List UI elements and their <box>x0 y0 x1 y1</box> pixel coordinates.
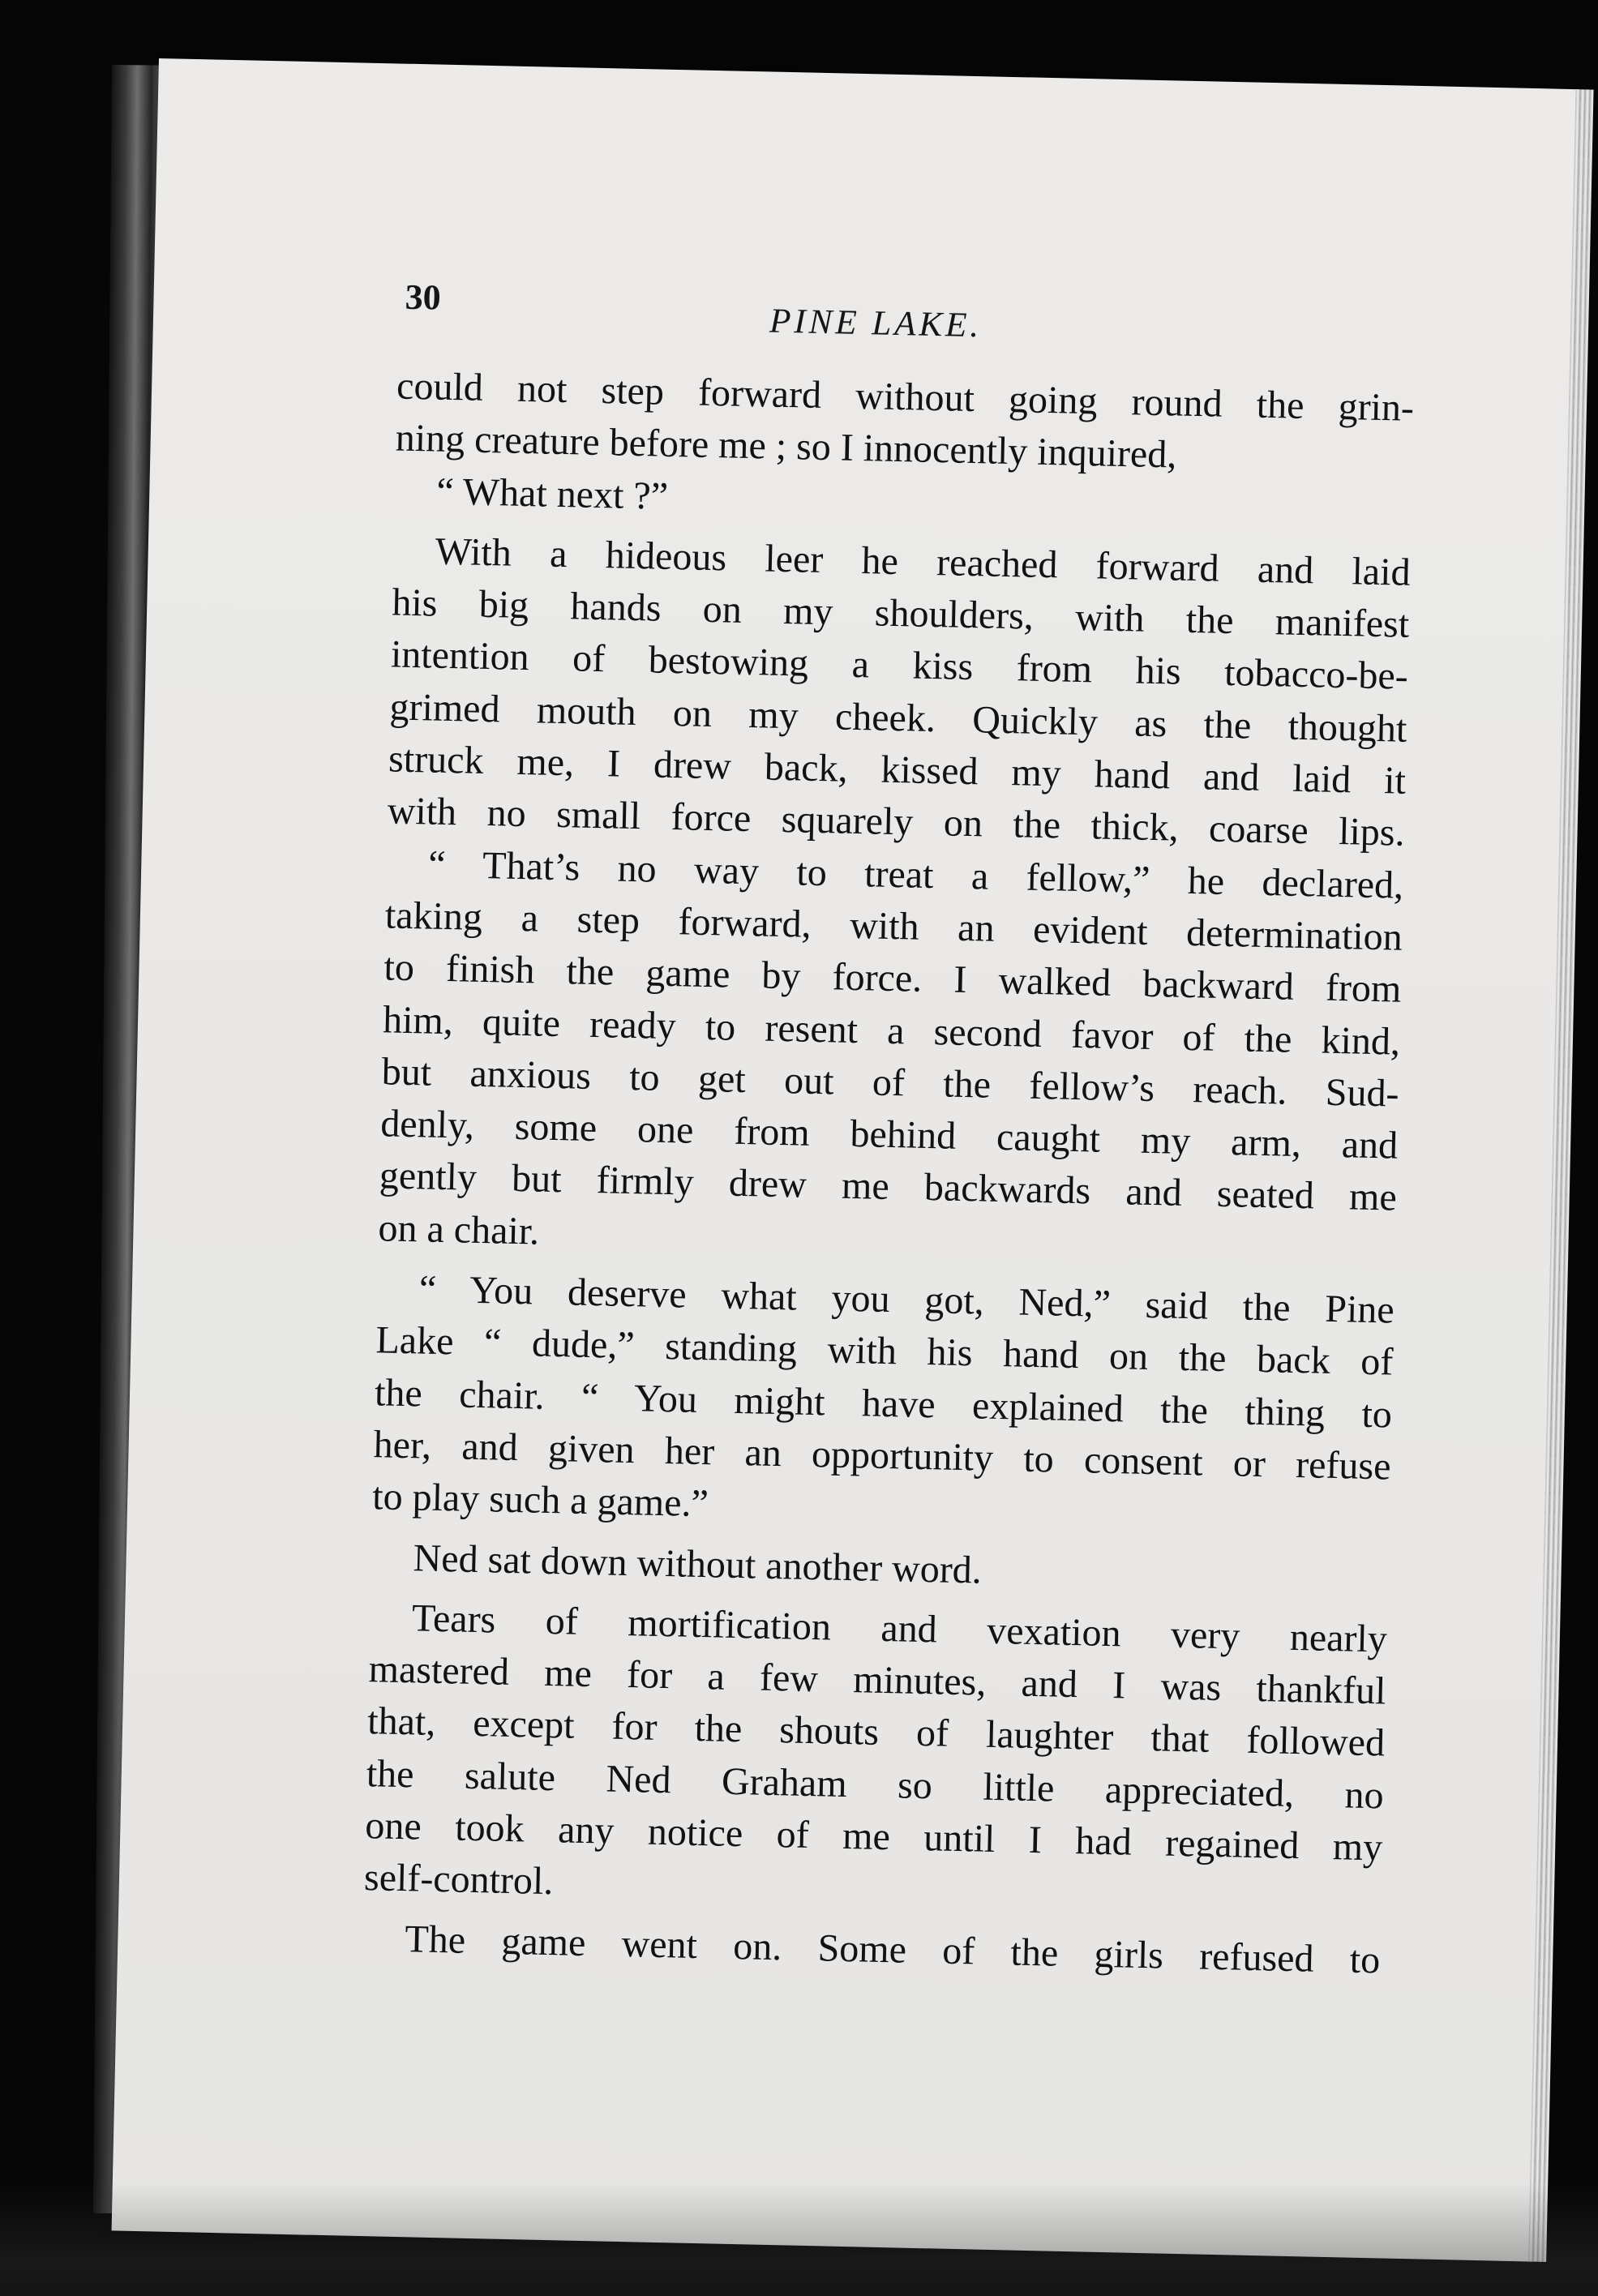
text-line: grimed mouth on my cheek. Quickly as the thought <box>389 685 1407 751</box>
page-sheet <box>112 58 1579 2262</box>
text-line: “ That’s no way to treat a fellow,” he declared, <box>427 842 1404 907</box>
text-line: taking a step forward, with an evident determination <box>384 893 1403 959</box>
text-line: the salute Ned Graham so little appreciated, no <box>366 1751 1385 1818</box>
page-edge <box>1528 89 1593 2262</box>
scan-bottom-shadow <box>0 2182 1598 2296</box>
text-line: on a chair. <box>378 1206 540 1253</box>
text-line: could not step forward without going round the grin- <box>396 364 1415 430</box>
text-line: with no small force squarely on the thick, coarse lips. <box>387 789 1406 855</box>
text-line: self-control. <box>363 1856 554 1904</box>
text-line: to play such a game.” <box>371 1475 709 1526</box>
page-number: 30 <box>405 276 442 318</box>
running-title: PINE LAKE. <box>769 302 983 345</box>
text-line: Tears of mortification and vexation very nearly <box>411 1596 1388 1661</box>
text-line: denly, some one from behind caught my arm, and <box>379 1102 1399 1167</box>
text-line: intention of bestowing a kiss from his tobacco-be- <box>390 632 1409 699</box>
text-line: mastered me for a few minutes, and I was thankful <box>368 1647 1387 1713</box>
text-line: Lake “ dude,” standing with his hand on the back of <box>375 1318 1394 1384</box>
text-line: that, except for the shouts of laughter that followed <box>366 1699 1386 1765</box>
text-line: gently but firmly drew me backwards and seated me <box>379 1154 1398 1220</box>
text-line: to finish the game by force. I walked backward from <box>383 945 1402 1011</box>
text-line: struck me, I drew back, kissed my hand and laid it <box>388 737 1407 803</box>
text-line: “ What next ?” <box>435 469 669 518</box>
text-line: her, and given her an opportunity to consent or refuse <box>373 1423 1392 1489</box>
text-line: his big hands on my shoulders, with the manifest <box>391 580 1410 646</box>
text-line: ning creature before me ; so I innocently inquired, <box>395 416 1177 477</box>
text-line: With a hideous leer he reached forward and laid <box>435 529 1412 594</box>
text-line: him, quite ready to resent a second favor of the kind, <box>382 997 1401 1064</box>
text-line: but anxious to get out of the fellow’s reach. Sud- <box>381 1050 1400 1116</box>
text-line: The game went on. Some of the girls refused to <box>404 1917 1381 1982</box>
text-line: “ You deserve what you got, Ned,” said the Pine <box>418 1267 1395 1332</box>
text-line: one took any notice of me until I had regained my <box>364 1804 1383 1870</box>
text-line: the chair. “ You might have explained the thing to <box>374 1370 1393 1437</box>
text-line: Ned sat down without another word. <box>413 1536 983 1592</box>
body-text <box>362 361 1415 1987</box>
